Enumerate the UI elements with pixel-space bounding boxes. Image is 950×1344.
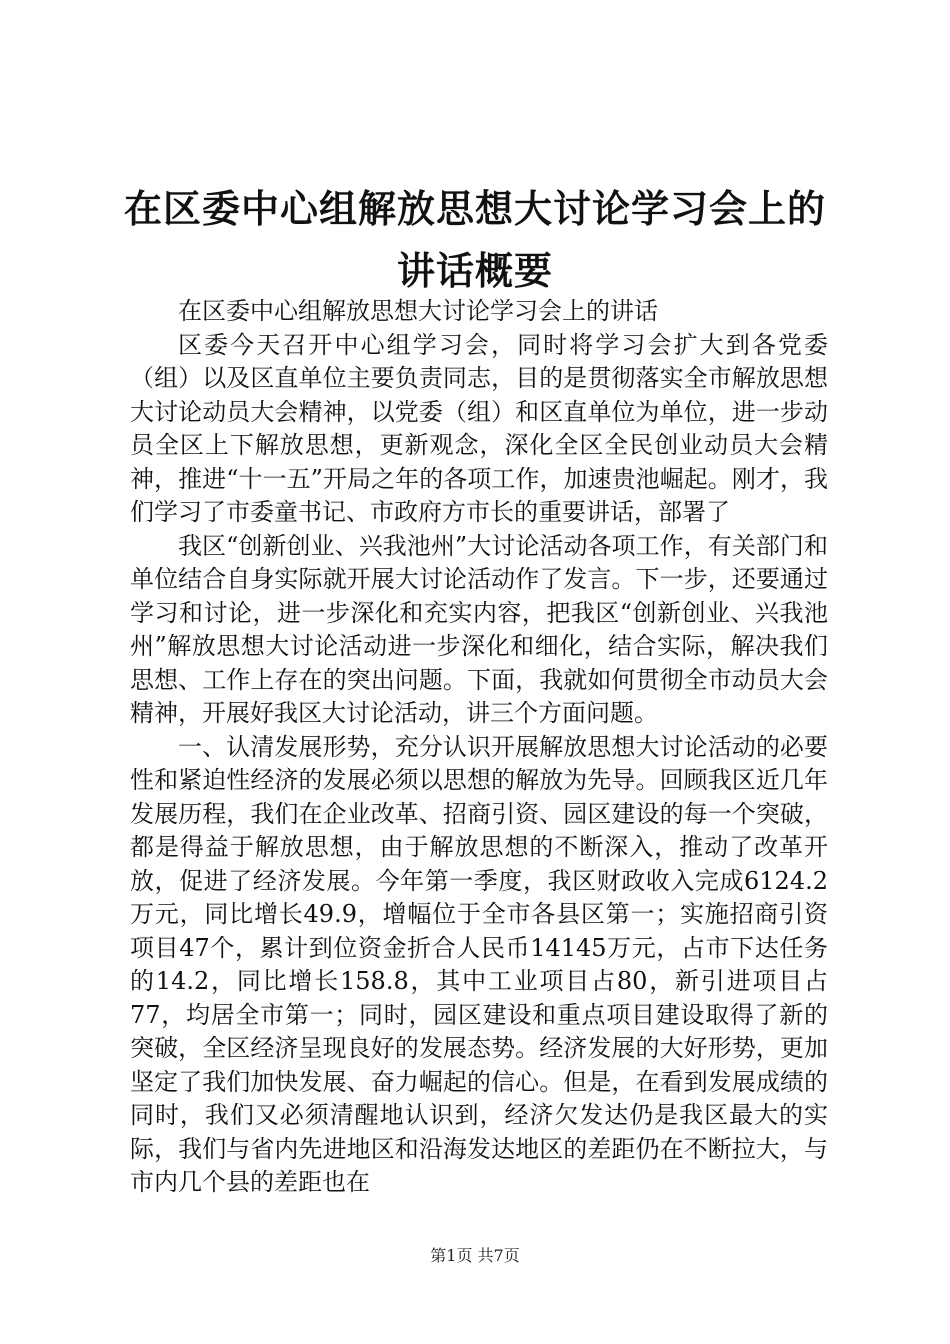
- paragraph-next-steps: 我区“创新创业、兴我池州”大讨论活动各项工作，有关部门和单位结合自身实际就开展大讨论活动作了发言。下一步，还要通过学习和讨论，进一步深化和充实内容，把我区“创新创业、兴我池州”解放思想大讨论活动进一步深化和细化，结合实际，解决我们思想、工作上存在的突出问题。下面，我就如何贯彻全市动员大会精神，开展好我区大讨论活动，讲三个方面问题。: [130, 531, 828, 727]
- paragraph-section-one: 一、认清发展形势，充分认识开展解放思想大讨论活动的必要性和紧迫性经济的发展必须以思想的解放为先导。回顾我区近几年发展历程，我们在企业改革、招商引资、园区建设的每一个突破，都是得益于解放思想，由于解放思想的不断深入，推动了改革开放，促进了经济发展。今年第一季度，我区财政收入完成6124.2万元，同比增长49.9，增幅位于全市各县区第一；实施招商引资项目47个，累计到位资金折合人民币14145万元，占市下达任务的14.2，同比增长158.8，其中工业项目占80，新引进项目占77，均居全市第一；同时，园区建设和重点项目建设取得了新的突破，全区经济呈现良好的发展态势。经济发展的大好形势，更加坚定了我们加快发展、奋力崛起的信心。但是，在看到发展成绩的同时，我们又必须清醒地认识到，经济欠发达仍是我区最大的实际，我们与省内先进地区和沿海发达地区的差距仍在不断拉大，与市内几个县的差距也在: [130, 732, 828, 1196]
- paragraph-subtitle: 在区委中心组解放思想大讨论学习会上的讲话: [178, 297, 658, 325]
- paragraph-intro: 区委今天召开中心组学习会，同时将学习会扩大到各党委（组）以及区直单位主要负责同志，目的是贯彻落实全市解放思想大讨论动员大会精神，以党委（组）和区直单位为单位，进一步动员全区上下解放思想，更新观念，深化全区全民创业动员大会精神，推进“十一五”开局之年的各项工作，加速贵池崛起。刚才，我们学习了市委童书记、市政府方市长的重要讲话，部署了: [130, 330, 828, 526]
- document-title: 在区委中心组解放思想大讨论学习会上的讲话概要: [123, 186, 826, 293]
- page-number-footer: 第1页 共7页: [430, 1246, 520, 1265]
- document-body: [130, 295, 828, 1200]
